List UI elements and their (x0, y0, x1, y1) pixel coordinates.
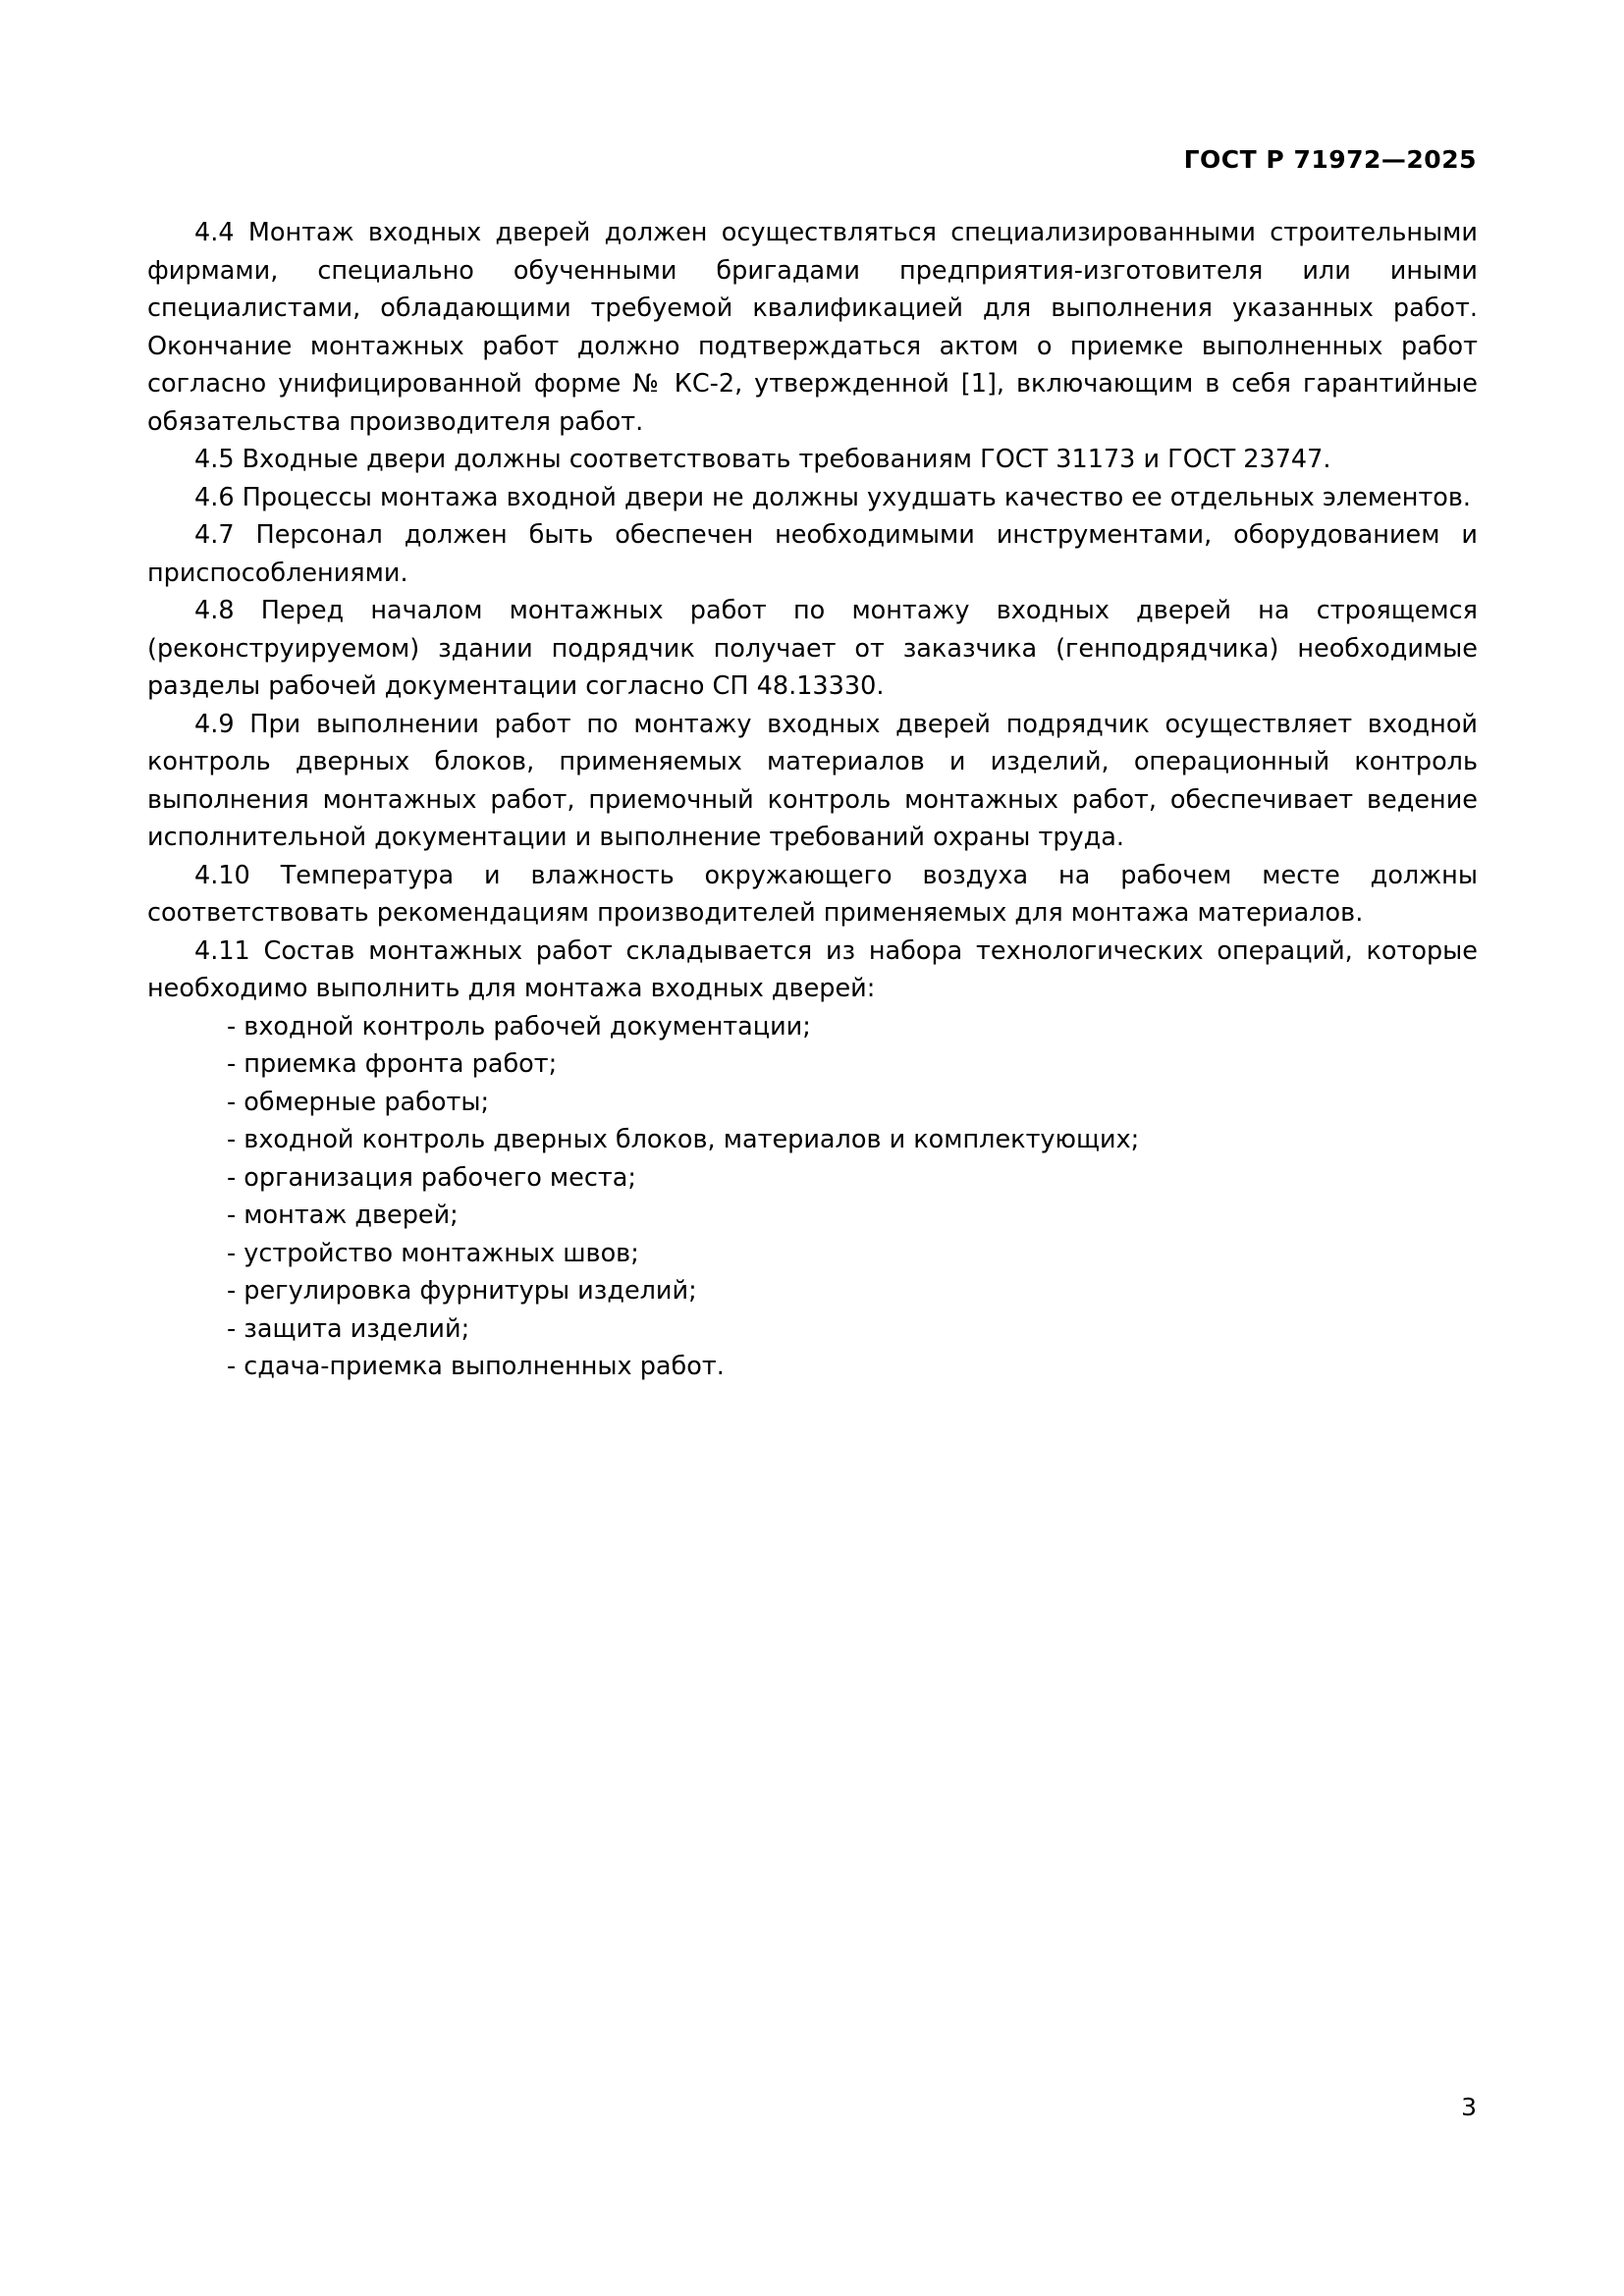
paragraph-4-8: 4.8 Перед началом монтажных работ по монтажу входных дверей на строящемся (реконструируемом) здании подрядчик получает от заказчика (генподрядчика) необходимые разделы рабочей документации согласно СП 48.13330. (147, 596, 1478, 701)
paragraph-4-7: 4.7 Персонал должен быть обеспечен необходимыми инструментами, оборудованием и приспособлениями. (147, 520, 1478, 588)
document-body (147, 214, 1478, 1386)
list-item: - обмерные работы; (227, 1087, 490, 1117)
page-header-standard-number: ГОСТ Р 71972—2025 (1183, 145, 1477, 174)
list-item: - организация рабочего места; (227, 1162, 636, 1193)
paragraph-4-5: 4.5 Входные двери должны соответствовать требованиям ГОСТ 31173 и ГОСТ 23747. (194, 445, 1331, 474)
list-item: - монтаж дверей; (227, 1201, 459, 1230)
list-item: - входной контроль дверных блоков, материалов и комплектующих; (227, 1125, 1140, 1154)
list-item: - приемка фронта работ; (227, 1049, 558, 1079)
list-item: - устройство монтажных швов; (227, 1238, 639, 1268)
paragraph-4-9: 4.9 При выполнении работ по монтажу входных дверей подрядчик осуществляет входной контроль дверных блоков, применяемых материалов и изделий, операционный контроль выполнения монтажных работ, приемочный контроль монтажных работ, обеспечивает ведение исполнительной документации и выполнение требований охраны труда. (147, 709, 1478, 852)
list-item: - входной контроль рабочей документации; (227, 1011, 811, 1041)
paragraph-4-4: 4.4 Монтаж входных дверей должен осуществляться специализированными строительными фирмами, специально обученными бригадами предприятия-изготовителя или иными специалистами, обладающими требуемой квалификацией для выполнения указанных работ. Окончание монтажных работ должно подтверждаться актом о приемке выполненных работ согласно унифицированной форме № КС-2, утвержденной [1], включающим в себя гарантийные обязательства производителя работ. (147, 218, 1478, 437)
page-number: 3 (1461, 2093, 1477, 2121)
paragraph-4-10: 4.10 Температура и влажность окружающего воздуха на рабочем месте должны соответствовать рекомендациям производителей применяемых для монтажа материалов. (147, 860, 1478, 928)
paragraph-4-6: 4.6 Процессы монтажа входной двери не должны ухудшать качество ее отдельных элементов. (194, 482, 1472, 512)
paragraph-4-11: 4.11 Состав монтажных работ складывается из набора технологических операций, которые необходимо выполнить для монтажа входных дверей: (147, 935, 1478, 1003)
list-item: - сдача-приемка выполненных работ. (227, 1352, 725, 1381)
operations-list (147, 1008, 1478, 1386)
list-item: - защита изделий; (227, 1313, 470, 1344)
list-item: - регулировка фурнитуры изделий; (227, 1276, 697, 1306)
